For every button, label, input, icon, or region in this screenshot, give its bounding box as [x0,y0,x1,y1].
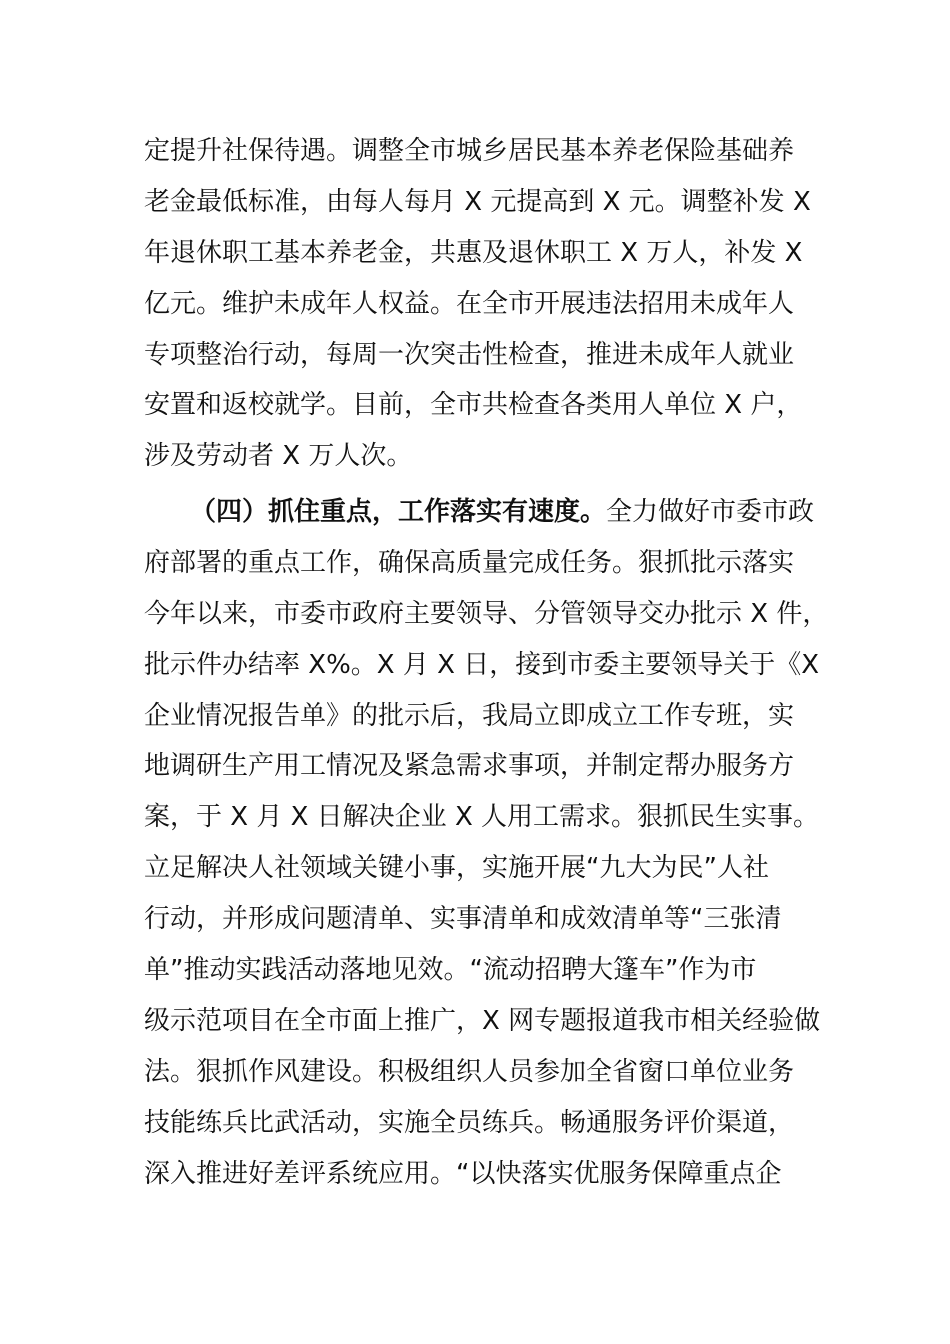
text-line: 府部署的重点工作，确保高质量完成任务。狠抓批示落实 [144,547,795,578]
text-line: 行动，并形成问题清单、实事清单和成效清单等“三张清 [144,904,782,935]
text-line: 专项整治行动，每周一次突击性检查，推进未成年人就业 [144,339,795,370]
text-line: 安置和返校就学。目前，全市共检查各类用人单位 X 户， [144,390,803,421]
paragraph-first-line [144,487,824,538]
text-line: 立足解决人社领域关键小事，实施开展“九大为民”人社 [144,853,769,884]
text-line: 法。狠抓作风建设。积极组织人员参加全省窗口单位业务 [144,1056,795,1087]
text-line: 定提升社保待遇。调整全市城乡居民基本养老保险基础养 [144,136,795,166]
text-line: 年退休职工基本养老金，共惠及退休职工 X 万人，补发 X [144,237,803,268]
text-run: 全力做好市委市政 [606,497,815,527]
text-line: 级示范项目在全市面上推广，X 网专题报道我市相关经验做 [144,1005,821,1036]
text-line: 企业情况报告单》的批示后，我局立即成立工作专班，实 [144,700,795,731]
text-line: 批示件办结率 X%。X 月 X 日，接到市委主要领导关于《X [144,649,820,680]
paragraph-social-security [144,126,824,482]
text-line: 单”推动实践活动落地见效。“流动招聘大篷车”作为市 [144,955,757,986]
text-line: 今年以来，市委市政府主要领导、分管领导交办批示 X 件， [144,598,829,629]
text-line: 涉及劳动者 X 万人次。 [144,441,413,472]
text-line: 技能练兵比武活动，实施全员练兵。畅通服务评价渠道， [144,1107,795,1138]
section-heading: （四）抓住重点，工作落实有速度。 [190,497,607,527]
text-line: 地调研生产用工情况及紧急需求事项，并制定帮办服务方 [144,751,795,782]
text-line: 亿元。维护未成年人权益。在全市开展违法招用未成年人 [144,288,795,319]
text-line: 深入推进好差评系统应用。“以快落实优服务保障重点企 [144,1158,782,1189]
text-line: 老金最低标准，由每人每月 X 元提高到 X 元。调整补发 X [144,186,811,217]
paragraph-key-work [144,487,829,1199]
text-line: 案，于 X 月 X 日解决企业 X 人用工需求。狠抓民生实事。 [144,802,820,833]
